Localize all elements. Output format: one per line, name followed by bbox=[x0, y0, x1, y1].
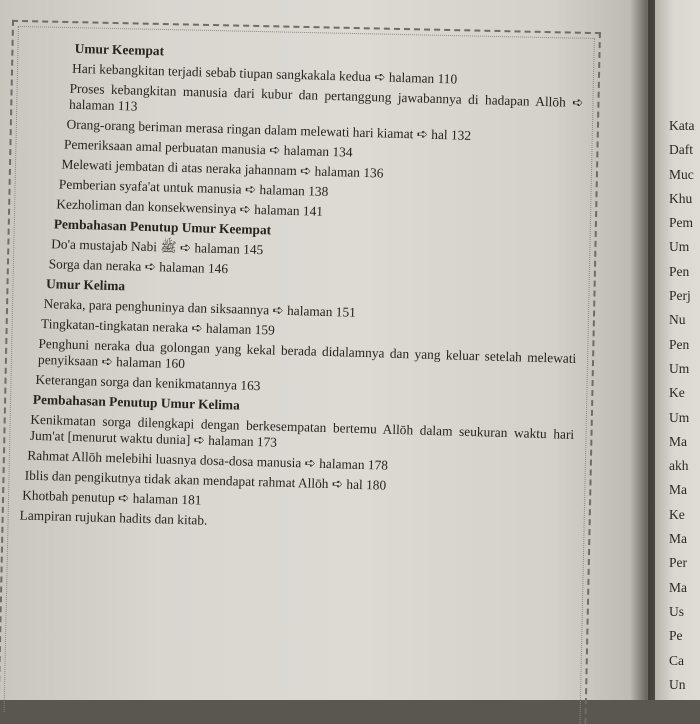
toc-entry: Rahmat Allōh melebihi luasnya dosa-dosa manusia ➪ halaman 178 bbox=[27, 447, 389, 473]
table-of-contents bbox=[19, 38, 604, 541]
right-page-word: Daft bbox=[669, 142, 693, 158]
toc-entry: Orang-orang beriman merasa ringan dalam melewati hari kiamat ➪ hal 132 bbox=[66, 116, 472, 143]
right-page-word: Muc bbox=[669, 166, 694, 182]
section-heading: Pembahasan Penutup Umur Kelima bbox=[32, 391, 240, 413]
right-page-word: Nu bbox=[669, 312, 686, 328]
toc-entry: Sorga dan neraka ➪ halaman 146 bbox=[48, 256, 229, 277]
toc-entry: Proses kebangkitan manusia dari kubur dan pertanggung jawabannya di hadapan Allōh ➪ halaman 113 bbox=[68, 80, 584, 114]
toc-entry: Pemberian syafa'at untuk manusia ➪ halaman 138 bbox=[58, 176, 329, 199]
right-page-word: Ca bbox=[669, 652, 684, 668]
section-heading: Umur Keempat bbox=[74, 40, 165, 59]
right-page-word: Ma bbox=[669, 482, 687, 498]
right-page-word: Pem bbox=[669, 215, 694, 231]
right-page-word: Pen bbox=[669, 336, 690, 352]
toc-entry: Do'a mustajab Nabi ﷺ ➪ halaman 145 bbox=[51, 236, 264, 258]
right-page-word: Pe bbox=[669, 628, 683, 644]
toc-entry: Neraka, para penghuninya dan siksaannya ➪ halaman 151 bbox=[43, 296, 357, 320]
section-heading: Umur Kelima bbox=[45, 276, 126, 294]
toc-entry: Melewati jembatan di atas neraka jahannam ➪ halaman 136 bbox=[61, 156, 384, 181]
toc-entry: Kezholiman dan konsekwensinya ➪ halaman 141 bbox=[56, 196, 324, 219]
right-page-word: Ma bbox=[669, 531, 687, 547]
right-page-word: Um bbox=[669, 360, 690, 376]
toc-entry: Khotbah penutup ➪ halaman 181 bbox=[22, 487, 202, 508]
right-page-word: Ke bbox=[669, 506, 685, 522]
right-page-word: Kata bbox=[669, 118, 695, 133]
right-page-word: Khu bbox=[669, 190, 693, 206]
right-page-word: akh bbox=[669, 458, 689, 474]
right-page-word: Un bbox=[669, 676, 686, 692]
right-page-word: Ke bbox=[669, 385, 685, 401]
toc-entry: Kenikmatan sorga dilengkapi dengan berkesempatan bertemu Allōh dalam seukuran waktu hari Jum'at [menurut waktu dunia] ➪ halaman 173 bbox=[29, 411, 575, 450]
toc-entry: Keterangan sorga dan kenikmatannya 163 bbox=[35, 371, 261, 394]
right-page-word: Us bbox=[669, 603, 685, 619]
right-page-word: Pen bbox=[669, 263, 690, 279]
right-page-word: Perj bbox=[669, 288, 691, 304]
toc-entry: Tingkatan-tingkatan neraka ➪ halaman 159 bbox=[40, 316, 275, 338]
right-page-word: Um bbox=[669, 409, 690, 425]
right-page-word: Um bbox=[669, 239, 690, 255]
right-page bbox=[655, 0, 700, 700]
toc-entry: Hari kebangkitan terjadi sebab tiupan sangkakala kedua ➪ halaman 110 bbox=[71, 60, 458, 87]
toc-entry: Penghuni neraka dua golongan yang kekal berada didalamnya dan yang keluar setelah melewati penyiksaan ➪ halaman 160 bbox=[37, 335, 577, 372]
right-page-word: Per bbox=[669, 555, 687, 571]
toc-entry: Pemeriksaan amal perbuatan manusia ➪ halaman 134 bbox=[63, 136, 353, 160]
right-page-word: Ma bbox=[669, 579, 687, 595]
toc-entry: Iblis dan pengikutnya tidak akan mendapat rahmat Allōh ➪ hal 180 bbox=[24, 467, 387, 493]
section-heading: Pembahasan Penutup Umur Keempat bbox=[53, 216, 272, 238]
right-page-fragments bbox=[669, 118, 694, 700]
toc-entry: Lampiran rujukan hadits dan kitab. bbox=[19, 507, 208, 528]
right-page-word: Ma bbox=[669, 433, 687, 449]
